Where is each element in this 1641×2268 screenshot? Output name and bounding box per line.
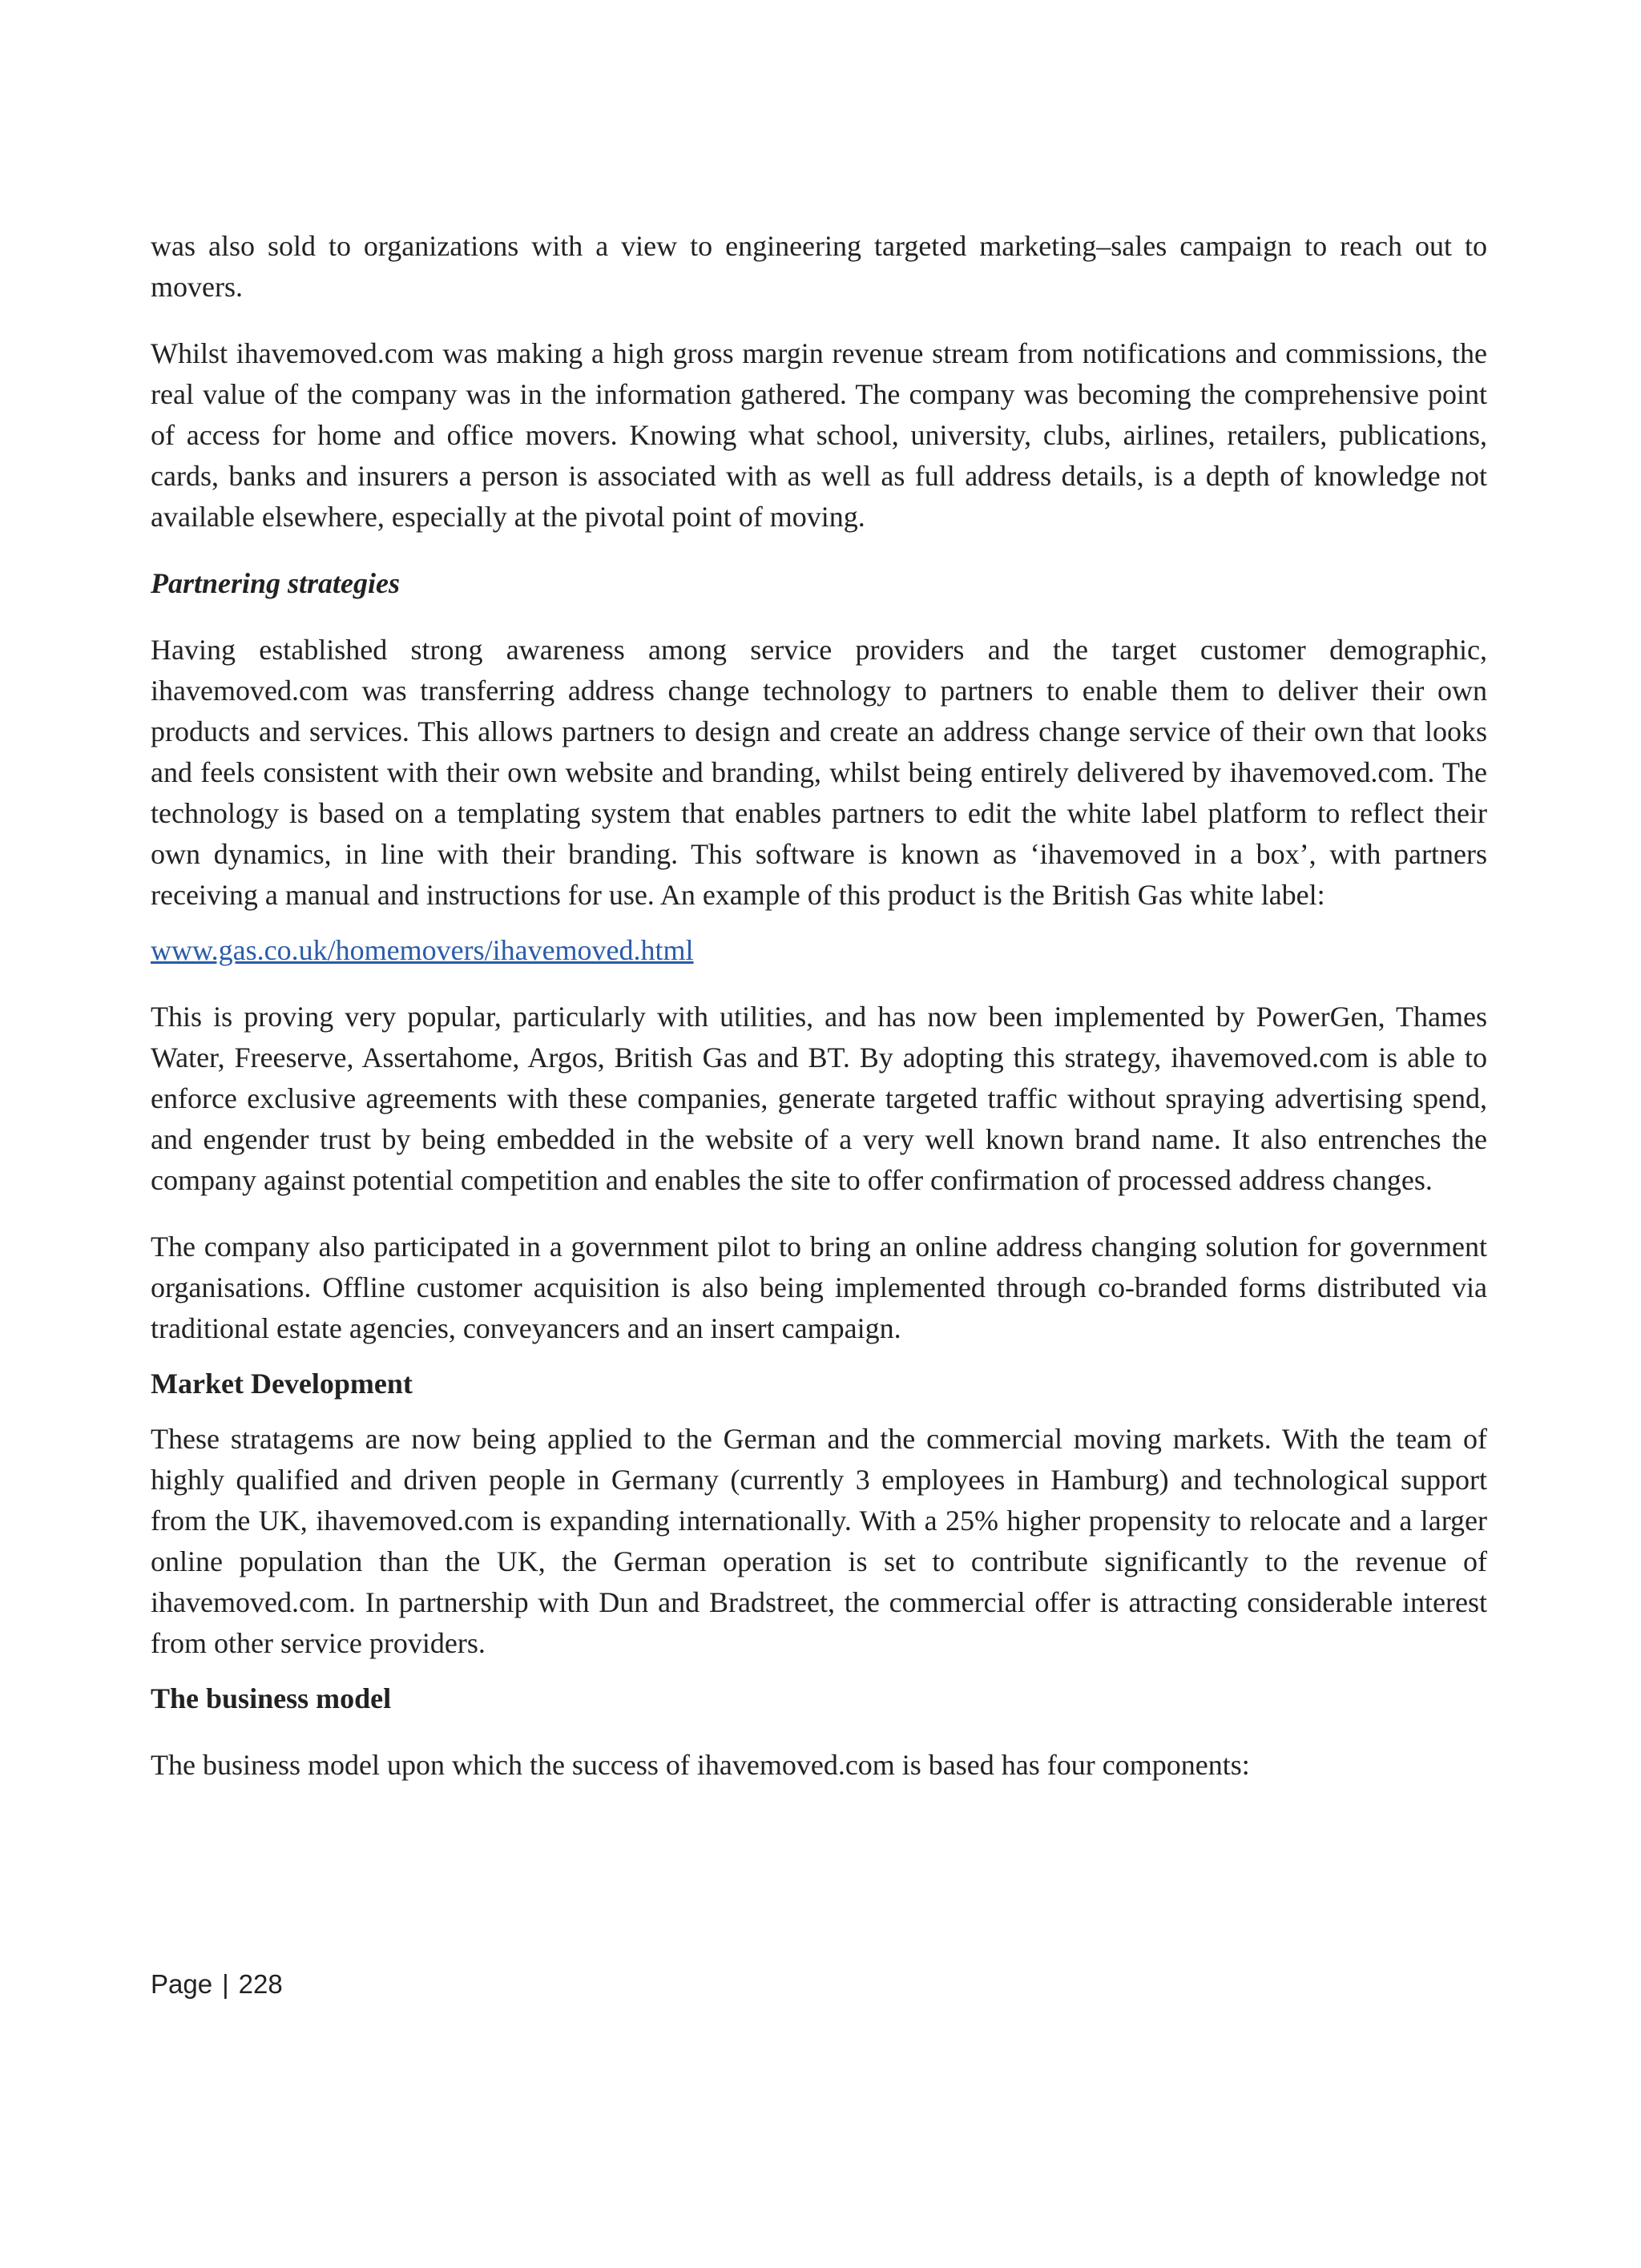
- british-gas-link[interactable]: www.gas.co.uk/homemovers/ihavemoved.html: [151, 934, 694, 966]
- paragraph-gross-margin: Whilst ihavemoved.com was making a high gross margin revenue stream from notifications and commissions, the real value of the company was in the information gathered. The company was becoming the comprehensive point of access for home and office movers. Knowing what school, university, clubs, airlines, retailers, publications, cards, banks and insurers a person is associated with as well as full address details, is a depth of knowledge not available elsewhere, especially at the pivotal point of moving.: [151, 337, 1487, 533]
- page-number: 228: [238, 1969, 283, 1999]
- paragraph-sold-to-organizations: was also sold to organizations with a view to engineering targeted marketing–sales campaign to reach out to movers.: [151, 230, 1487, 303]
- page-label: Page: [151, 1969, 213, 1999]
- paragraph-market-development: These stratagems are now being applied to the German and the commercial moving markets. With the team of highly qualified and driven people in Germany (currently 3 employees in Hamburg) and technological support from the UK, ihavemoved.com is expanding internationally. With a 25% higher propensity to relocate and a larger online population than the UK, the German operation is set to contribute significantly to the revenue of ihavemoved.com. In partnership with Dun and Bradstreet, the commercial offer is attracting considerable interest from other service providers.: [151, 1423, 1487, 1659]
- page-footer: [151, 1969, 283, 2000]
- heading-partnering-strategies: Partnering strategies: [151, 567, 401, 599]
- link-line: [151, 930, 1487, 971]
- paragraph-government-pilot: The company also participated in a government pilot to bring an online address changing solution for government organisations. Offline customer acquisition is also being implemented through co-branded forms distributed via traditional estate agencies, conveyancers and an insert campaign.: [151, 1231, 1487, 1344]
- page-body: [151, 226, 1487, 1811]
- heading-business-model: The business model: [151, 1682, 392, 1714]
- paragraph-business-model: The business model upon which the success of ihavemoved.com is based has four components:: [151, 1749, 1250, 1781]
- page-separator: |: [222, 1969, 229, 1999]
- paragraph-partnering: Having established strong awareness among service providers and the target customer demographic, ihavemoved.com was transferring address change technology to partners to enable them to deliver their own products and services. This allows partners to design and create an address change service of their own that looks and feels consistent with their own website and branding, whilst being entirely delivered by ihavemoved.com. The technology is based on a templating system that enables partners to edit the white label platform to reflect their own dynamics, in line with their branding. This software is known as ‘ihavemoved in a box’, with partners receiving a manual and instructions for use. An example of this product is the British Gas white label:: [151, 634, 1487, 911]
- heading-market-development: Market Development: [151, 1368, 413, 1400]
- paragraph-popular-utilities: This is proving very popular, particularly with utilities, and has now been implemented by PowerGen, Thames Water, Freeserve, Assertahome, Argos, British Gas and BT. By adopting this strategy, ihavemoved.com is able to enforce exclusive agreements with these companies, generate targeted traffic without spraying advertising spend, and engender trust by being embedded in the website of a very well known brand name. It also entrenches the company against potential competition and enables the site to offer confirmation of processed address changes.: [151, 1001, 1487, 1196]
